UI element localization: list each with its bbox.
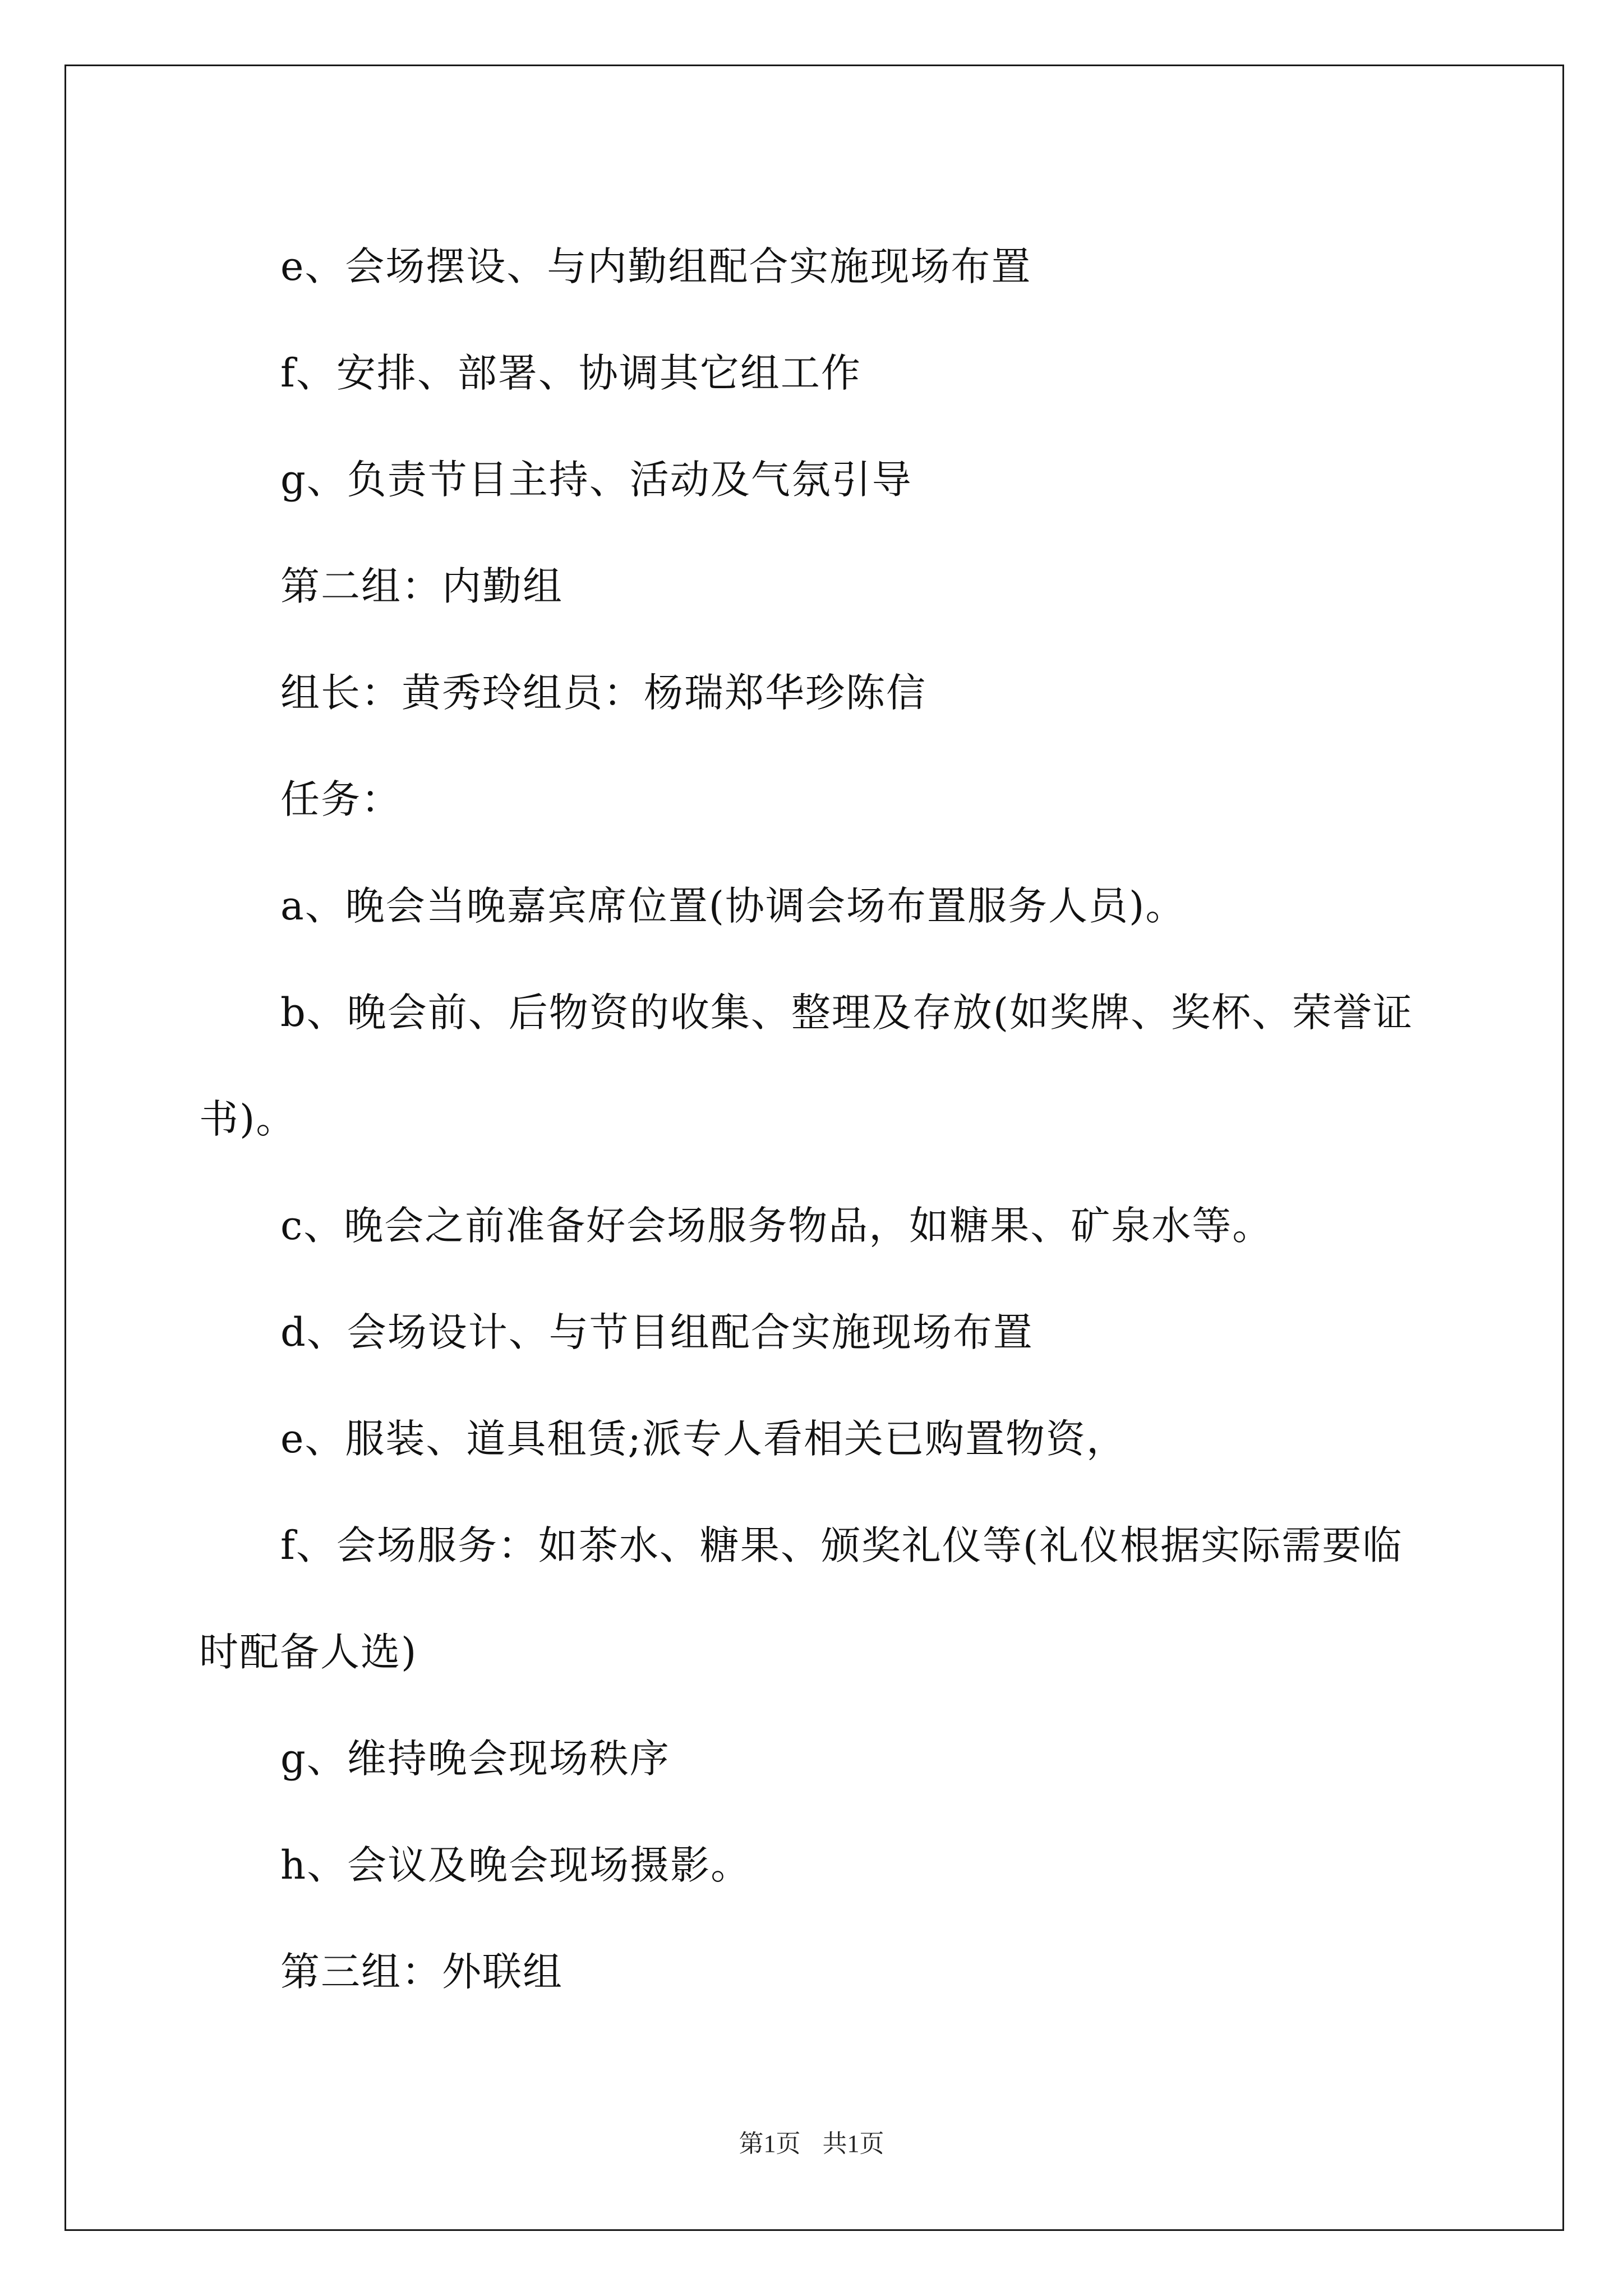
section-heading: 第二组：内勤组 <box>280 563 563 609</box>
paragraph-continuation: 时配备人选) <box>199 1629 418 1675</box>
paragraph: e、服装、道具租赁;派专人看相关已购置物资， <box>280 1416 1127 1462</box>
page-number: 第1页 <box>739 2130 801 2157</box>
paragraph-continuation: 书)。 <box>199 1096 297 1142</box>
document-body <box>199 213 1433 2025</box>
paragraph: f、安排、部署、协调其它组工作 <box>280 350 861 396</box>
paragraph: f、会场服务：如茶水、糖果、颁奖礼仪等(礼仪根据实际需要临 <box>280 1522 1403 1568</box>
paragraph: 任务： <box>280 776 402 822</box>
paragraph: c、晚会之前准备好会场服务物品，如糖果、矿泉水等。 <box>280 1203 1273 1249</box>
page-footer <box>0 2123 1623 2159</box>
paragraph: h、会议及晚会现场摄影。 <box>280 1842 751 1888</box>
paragraph: e、会场摆设、与内勤组配合实施现场布置 <box>280 243 1032 289</box>
paragraph: 组长：黄秀玲组员：杨瑞郑华珍陈信 <box>280 670 926 716</box>
paragraph: a、晚会当晚嘉宾席位置(协调会场布置服务人员)。 <box>280 883 1186 929</box>
paragraph: d、会场设计、与节目组配合实施现场布置 <box>280 1309 1034 1355</box>
section-heading: 第三组：外联组 <box>280 1949 563 1995</box>
paragraph: b、晚会前、后物资的收集、整理及存放(如奖牌、奖杯、荣誉证 <box>280 990 1414 1036</box>
paragraph: g、负责节目主持、活动及气氛引导 <box>280 457 912 503</box>
paragraph: g、维持晚会现场秩序 <box>280 1736 670 1782</box>
page-total: 共1页 <box>822 2130 884 2157</box>
